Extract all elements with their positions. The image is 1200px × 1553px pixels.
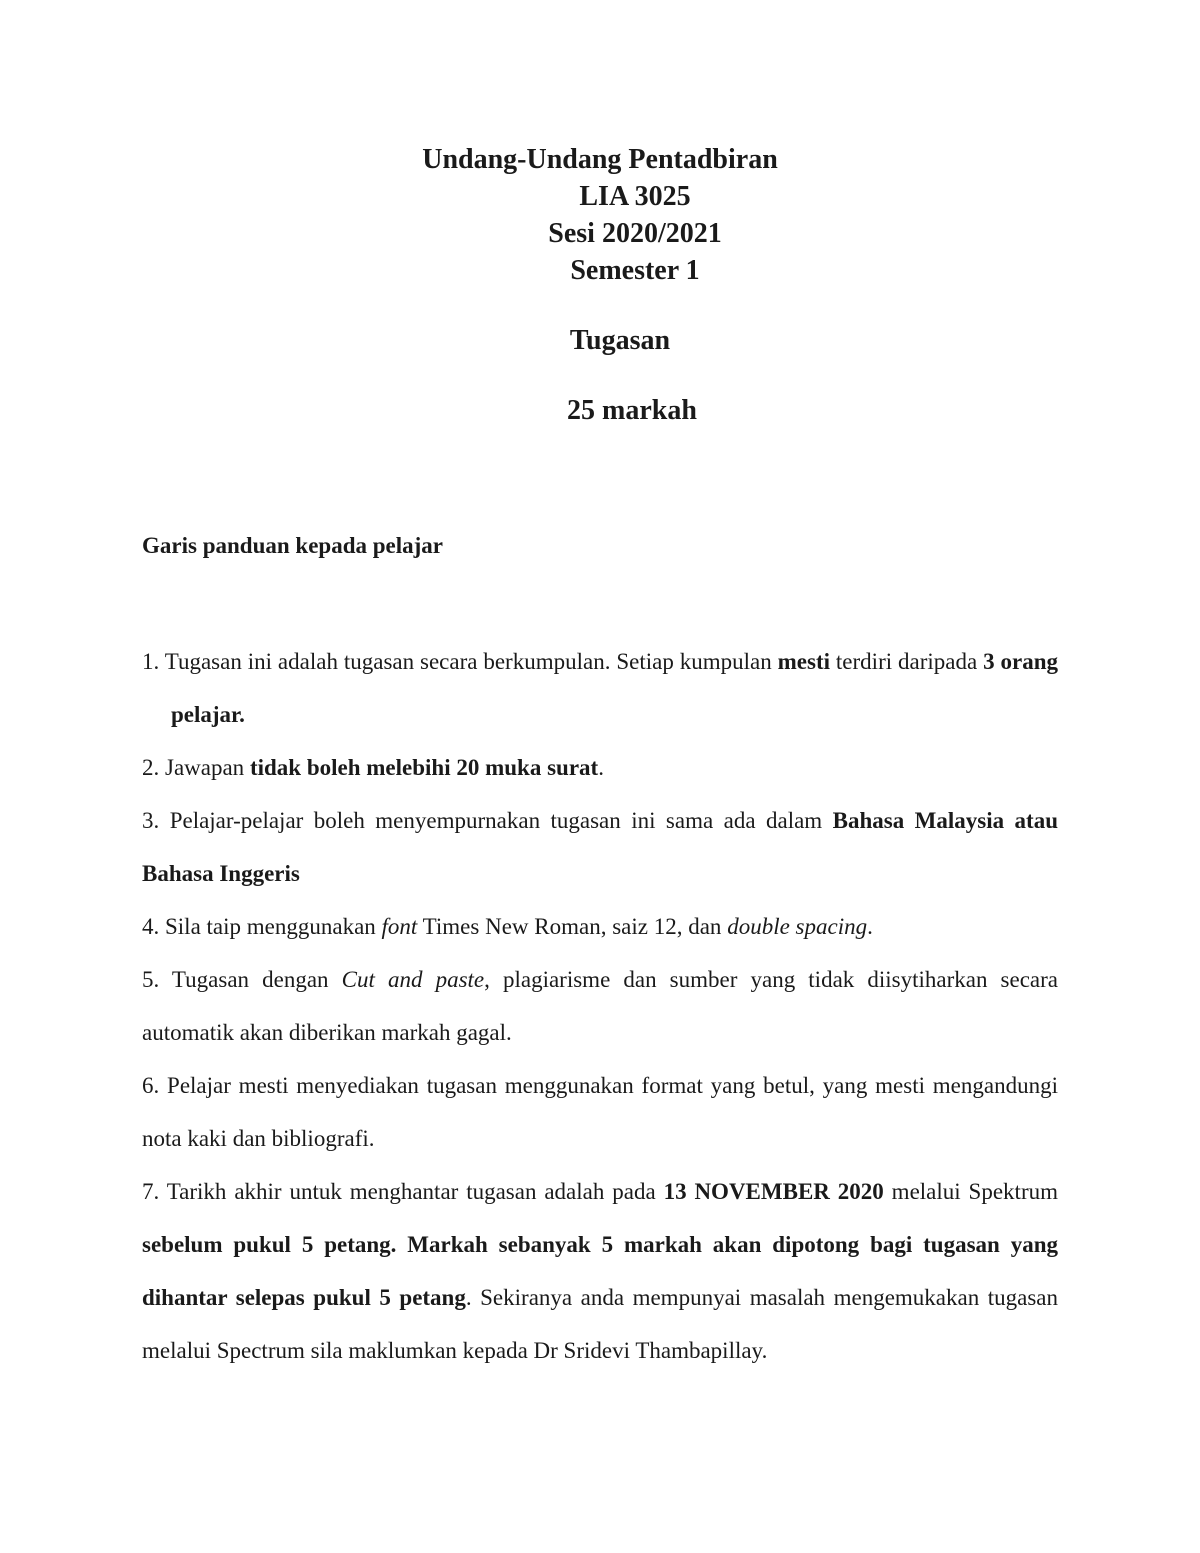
- guideline-item-6: [142, 1059, 1058, 1165]
- item-number: 4.: [142, 914, 160, 939]
- item-text: Times New Roman, saiz 12, dan: [417, 914, 728, 939]
- total-marks: 25 markah: [567, 395, 697, 426]
- item-text: terdiri daripada: [830, 649, 984, 674]
- item-text: .: [867, 914, 873, 939]
- item-number: 3.: [142, 808, 160, 833]
- guideline-item-1: [142, 635, 1058, 741]
- item-text: , plagiarisme dan sumber yang tidak diisytiharkan secara automatik akan diberikan markah gagal.: [142, 967, 1058, 1045]
- item-text: Tugasan ini adalah tugasan secara berkumpulan. Setiap kumpulan: [159, 649, 778, 674]
- item-text: .: [598, 755, 604, 780]
- session: Sesi 2020/2021: [548, 218, 722, 249]
- item-number: 1.: [142, 649, 160, 674]
- item-bold-text: Bahasa Malaysia atau Bahasa Inggeris: [142, 808, 1058, 886]
- item-bold-text: mesti: [777, 649, 831, 674]
- item-bold-text: tidak boleh melebihi 20 muka surat: [249, 755, 599, 780]
- item-italic-text: font: [381, 914, 418, 939]
- course-code: LIA 3025: [579, 181, 691, 212]
- guideline-item-4: [142, 900, 1058, 953]
- item-text: . Sekiranya anda mempunyai masalah mengemukakan tugasan melalui Spectrum sila maklumkan kepada Dr Sridevi Thambapillay.: [142, 1285, 1058, 1363]
- item-text: Sila taip menggunakan: [159, 914, 382, 939]
- item-bold-text: sebelum pukul 5 petang. Markah sebanyak 5 markah akan dipotong bagi tugasan yang dihantar selepas pukul 5 petang: [142, 1232, 1058, 1310]
- guidelines-heading: Garis panduan kepada pelajar: [142, 533, 443, 558]
- item-text: Pelajar-pelajar boleh menyempurnakan tugasan ini sama ada dalam: [159, 808, 833, 833]
- item-italic-text: Cut and paste: [341, 967, 485, 992]
- item-number: 6.: [142, 1073, 160, 1098]
- item-text: Tugasan dengan: [159, 967, 342, 992]
- guideline-item-5: [142, 953, 1058, 1059]
- item-italic-text: double spacing: [727, 914, 868, 939]
- item-number: 7.: [142, 1179, 160, 1204]
- assignment-title: Tugasan: [569, 325, 671, 356]
- semester: Semester 1: [570, 255, 700, 286]
- item-text: melalui Spektrum: [883, 1179, 1058, 1204]
- guideline-item-7: [142, 1165, 1058, 1377]
- item-text: Pelajar mesti menyediakan tugasan menggunakan format yang betul, yang mesti mengandungi nota kaki dan bibliografi.: [142, 1073, 1058, 1151]
- item-number: 5.: [142, 967, 160, 992]
- item-bold-text: 3 orang pelajar.: [171, 649, 1058, 727]
- item-text: Jawapan: [159, 755, 250, 780]
- guideline-item-3: [142, 794, 1058, 900]
- item-bold-text: 13 NOVEMBER 2020: [663, 1179, 884, 1204]
- guidelines-list: [142, 635, 1058, 1377]
- item-number: 2.: [142, 755, 160, 780]
- course-name: Undang-Undang Pentadbiran: [422, 144, 778, 175]
- guideline-item-2: [142, 741, 1058, 794]
- document-header: [0, 141, 1200, 429]
- item-text: Tarikh akhir untuk menghantar tugasan adalah pada: [159, 1179, 664, 1204]
